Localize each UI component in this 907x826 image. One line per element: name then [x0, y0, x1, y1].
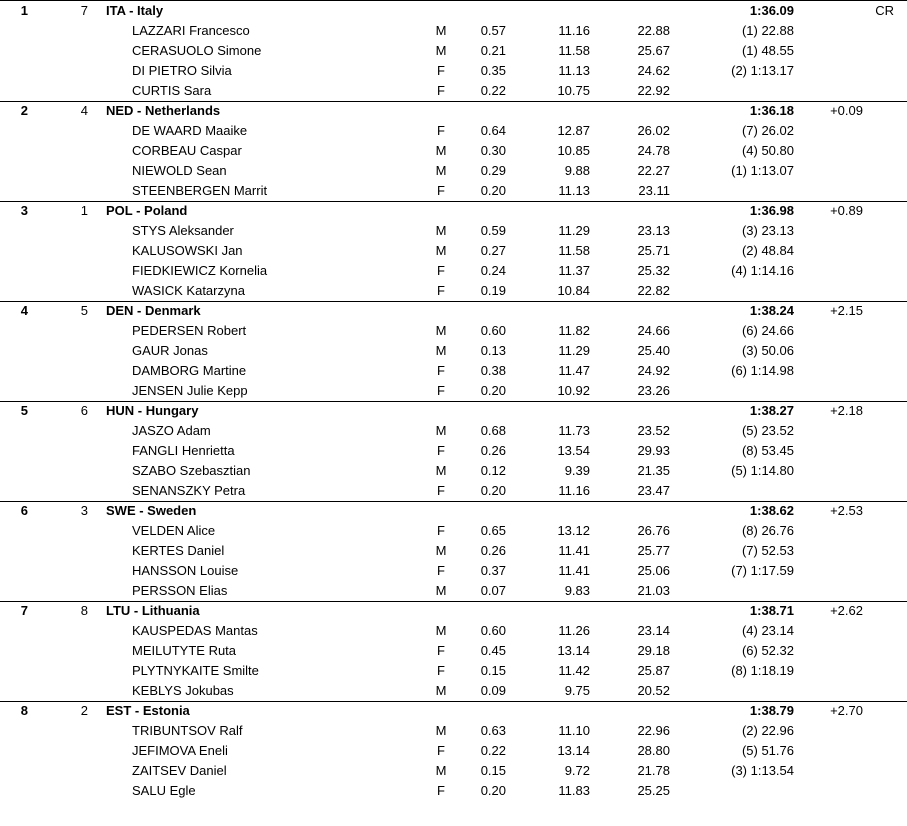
swimmer-row [0, 660, 907, 680]
cumulative-time: (1) 22.88 [741, 23, 794, 38]
swimmer-gender: M [435, 463, 447, 478]
swimmer-name: WASICK Katarzyna [132, 283, 245, 298]
swimmer-row [0, 640, 907, 660]
split-time: 9.39 [564, 463, 590, 478]
reaction-time: 0.22 [480, 83, 506, 98]
cumulative-time: (4) 1:14.16 [731, 263, 794, 278]
reaction-time: 0.63 [480, 723, 506, 738]
reaction-time: 0.07 [480, 583, 506, 598]
swimmer-gender: F [437, 123, 445, 138]
leg-time: 25.06 [637, 563, 670, 578]
swimmer-name: SZABO Szebasztian [132, 463, 251, 478]
split-time: 13.12 [557, 523, 590, 538]
record-marker: CR [875, 3, 894, 18]
split-time: 11.10 [558, 723, 590, 738]
cumulative-time: (5) 1:14.80 [731, 463, 794, 478]
rank: 1 [20, 3, 28, 18]
cumulative-time: (2) 48.84 [741, 243, 794, 258]
swimmer-row [0, 780, 907, 800]
leg-time: 29.18 [637, 643, 670, 658]
swimmer-row [0, 240, 907, 260]
lane: 3 [80, 503, 88, 518]
split-time: 9.72 [564, 763, 590, 778]
cumulative-time: (1) 1:13.07 [731, 163, 794, 178]
swimmer-gender: F [437, 523, 445, 538]
swimmer-row [0, 440, 907, 460]
team-row [0, 200, 907, 220]
cumulative-time: (3) 23.13 [741, 223, 794, 238]
reaction-time: 0.20 [480, 483, 506, 498]
reaction-time: 0.38 [480, 363, 506, 378]
team-name: LTU - Lithuania [106, 603, 200, 618]
swimmer-row [0, 60, 907, 80]
final-time: 1:38.62 [749, 503, 794, 518]
swimmer-name: KALUSOWSKI Jan [132, 243, 243, 258]
reaction-time: 0.20 [480, 183, 506, 198]
cumulative-time: (8) 26.76 [741, 523, 794, 538]
team-separator [0, 301, 907, 302]
reaction-time: 0.24 [480, 263, 506, 278]
split-time: 11.83 [558, 783, 590, 798]
team-row [0, 100, 907, 120]
lane: 8 [80, 603, 88, 618]
swimmer-gender: M [435, 243, 447, 258]
time-behind: +2.53 [830, 503, 863, 518]
leg-time: 22.88 [637, 23, 670, 38]
cumulative-time: (3) 1:13.54 [731, 763, 794, 778]
swimmer-name: CERASUOLO Simone [132, 43, 262, 58]
leg-time: 22.92 [637, 83, 670, 98]
swimmer-gender: F [437, 183, 445, 198]
swimmer-row [0, 320, 907, 340]
swimmer-row [0, 120, 907, 140]
reaction-time: 0.29 [480, 163, 506, 178]
split-time: 11.41 [558, 563, 590, 578]
leg-time: 22.27 [637, 163, 670, 178]
reaction-time: 0.64 [480, 123, 506, 138]
swimmer-name: DI PIETRO Silvia [132, 63, 232, 78]
swimmer-row [0, 180, 907, 200]
leg-time: 23.11 [638, 183, 670, 198]
rank: 4 [20, 303, 28, 318]
swimmer-row [0, 160, 907, 180]
team-row [0, 300, 907, 320]
rank: 7 [20, 603, 28, 618]
reaction-time: 0.20 [480, 383, 506, 398]
cumulative-time: (7) 1:17.59 [731, 563, 794, 578]
reaction-time: 0.68 [480, 423, 506, 438]
leg-time: 25.77 [637, 543, 670, 558]
team-separator [0, 601, 907, 602]
leg-time: 25.25 [637, 783, 670, 798]
swimmer-name: ZAITSEV Daniel [132, 763, 227, 778]
cumulative-time: (4) 50.80 [741, 143, 794, 158]
split-time: 11.58 [558, 43, 590, 58]
leg-time: 24.92 [637, 363, 670, 378]
swimmer-gender: F [437, 443, 445, 458]
swimmer-name: NIEWOLD Sean [132, 163, 227, 178]
leg-time: 26.02 [637, 123, 670, 138]
swimmer-gender: M [435, 323, 447, 338]
reaction-time: 0.35 [480, 63, 506, 78]
final-time: 1:38.27 [749, 403, 794, 418]
cumulative-time: (3) 50.06 [741, 343, 794, 358]
cumulative-time: (7) 26.02 [741, 123, 794, 138]
cumulative-time: (2) 1:13.17 [731, 63, 794, 78]
swimmer-gender: M [435, 583, 447, 598]
split-time: 11.47 [558, 363, 590, 378]
swimmer-row [0, 520, 907, 540]
time-behind: +2.15 [830, 303, 863, 318]
team-separator [0, 101, 907, 102]
cumulative-time: (2) 22.96 [741, 723, 794, 738]
swimmer-name: TRIBUNTSOV Ralf [132, 723, 243, 738]
rank: 5 [20, 403, 28, 418]
swimmer-row [0, 760, 907, 780]
swimmer-gender: M [435, 343, 447, 358]
lane: 7 [80, 3, 88, 18]
rank: 2 [20, 103, 28, 118]
team-row [0, 600, 907, 620]
cumulative-time: (6) 1:14.98 [731, 363, 794, 378]
swimmer-row [0, 20, 907, 40]
leg-time: 20.52 [637, 683, 670, 698]
swimmer-name: GAUR Jonas [132, 343, 208, 358]
lane: 1 [80, 203, 88, 218]
swimmer-row [0, 80, 907, 100]
team-separator [0, 201, 907, 202]
swimmer-name: STEENBERGEN Marrit [132, 183, 268, 198]
swimmer-gender: F [437, 563, 445, 578]
team-row [0, 500, 907, 520]
swimmer-gender: F [437, 483, 445, 498]
swimmer-gender: F [437, 383, 445, 398]
final-time: 1:36.18 [749, 103, 794, 118]
rank: 8 [20, 703, 28, 718]
cumulative-time: (6) 52.32 [741, 643, 794, 658]
leg-time: 22.96 [637, 723, 670, 738]
reaction-time: 0.13 [480, 343, 506, 358]
swimmer-name: MEILUTYTE Ruta [132, 643, 237, 658]
reaction-time: 0.26 [480, 443, 506, 458]
split-time: 10.92 [557, 383, 590, 398]
swimmer-name: PLYTNYKAITE Smilte [132, 663, 259, 678]
final-time: 1:38.24 [749, 303, 794, 318]
swimmer-row [0, 620, 907, 640]
swimmer-gender: F [437, 663, 445, 678]
cumulative-time: (8) 1:18.19 [731, 663, 794, 678]
swimmer-row [0, 220, 907, 240]
reaction-time: 0.20 [480, 783, 506, 798]
time-behind: +0.09 [830, 103, 863, 118]
reaction-time: 0.57 [480, 23, 506, 38]
split-time: 10.84 [557, 283, 590, 298]
swimmer-name: JENSEN Julie Kepp [132, 383, 248, 398]
reaction-time: 0.26 [480, 543, 506, 558]
leg-time: 24.78 [637, 143, 670, 158]
final-time: 1:38.71 [749, 603, 794, 618]
cumulative-time: (6) 24.66 [741, 323, 794, 338]
split-time: 11.13 [558, 63, 590, 78]
reaction-time: 0.12 [480, 463, 506, 478]
split-time: 11.13 [558, 183, 590, 198]
final-time: 1:36.98 [749, 203, 794, 218]
lane: 5 [80, 303, 88, 318]
swimmer-name: KAUSPEDAS Mantas [132, 623, 258, 638]
team-name: DEN - Denmark [106, 303, 201, 318]
swimmer-name: HANSSON Louise [132, 563, 239, 578]
cumulative-time: (7) 52.53 [741, 543, 794, 558]
swimmer-name: PERSSON Elias [132, 583, 228, 598]
swimmer-gender: M [435, 723, 447, 738]
split-time: 11.37 [558, 263, 590, 278]
swimmer-gender: F [437, 63, 445, 78]
leg-time: 25.40 [637, 343, 670, 358]
reaction-time: 0.15 [480, 763, 506, 778]
swimmer-row [0, 420, 907, 440]
swimmer-gender: M [435, 223, 447, 238]
reaction-time: 0.09 [480, 683, 506, 698]
swimmer-gender: F [437, 363, 445, 378]
reaction-time: 0.22 [480, 743, 506, 758]
split-time: 11.16 [558, 23, 590, 38]
leg-time: 24.66 [637, 323, 670, 338]
swimmer-name: PEDERSEN Robert [132, 323, 247, 338]
time-behind: +2.70 [830, 703, 863, 718]
split-time: 11.26 [558, 623, 590, 638]
reaction-time: 0.30 [480, 143, 506, 158]
team-row [0, 700, 907, 720]
team-row [0, 400, 907, 420]
split-time: 9.88 [564, 163, 590, 178]
leg-time: 25.87 [637, 663, 670, 678]
leg-time: 21.03 [637, 583, 670, 598]
reaction-time: 0.59 [480, 223, 506, 238]
split-time: 13.54 [557, 443, 590, 458]
final-time: 1:36.09 [749, 3, 794, 18]
team-separator [0, 401, 907, 402]
leg-time: 23.13 [637, 223, 670, 238]
leg-time: 21.35 [637, 463, 670, 478]
time-behind: +2.18 [830, 403, 863, 418]
swimmer-gender: M [435, 763, 447, 778]
swimmer-name: DAMBORG Martine [132, 363, 247, 378]
swimmer-name: FANGLI Henrietta [132, 443, 235, 458]
swimmer-row [0, 460, 907, 480]
cumulative-time: (5) 51.76 [741, 743, 794, 758]
team-name: NED - Netherlands [106, 103, 221, 118]
split-time: 10.75 [557, 83, 590, 98]
reaction-time: 0.60 [480, 623, 506, 638]
swimmer-gender: M [435, 623, 447, 638]
swimmer-name: KERTES Daniel [132, 543, 225, 558]
cumulative-time: (1) 48.55 [741, 43, 794, 58]
swimmer-gender: M [435, 163, 447, 178]
swimmer-name: VELDEN Alice [132, 523, 216, 538]
reaction-time: 0.27 [480, 243, 506, 258]
split-time: 11.73 [558, 423, 590, 438]
swimmer-gender: F [437, 783, 445, 798]
swimmer-row [0, 40, 907, 60]
time-behind: +0.89 [830, 203, 863, 218]
swimmer-name: JASZO Adam [132, 423, 211, 438]
swimmer-gender: F [437, 263, 445, 278]
team-row [0, 0, 907, 20]
reaction-time: 0.21 [480, 43, 506, 58]
swimmer-name: JEFIMOVA Eneli [132, 743, 228, 758]
swimmer-row [0, 540, 907, 560]
swimmer-gender: M [435, 23, 447, 38]
leg-time: 26.76 [637, 523, 670, 538]
cumulative-time: (4) 23.14 [741, 623, 794, 638]
swimmer-gender: F [437, 83, 445, 98]
swimmer-name: CURTIS Sara [132, 83, 212, 98]
swimmer-row [0, 580, 907, 600]
team-name: SWE - Sweden [106, 503, 197, 518]
reaction-time: 0.15 [480, 663, 506, 678]
swimmer-name: CORBEAU Caspar [132, 143, 242, 158]
split-time: 11.29 [558, 223, 590, 238]
split-time: 13.14 [557, 743, 590, 758]
split-time: 11.58 [558, 243, 590, 258]
swimmer-name: SENANSZKY Petra [132, 483, 246, 498]
swimmer-row [0, 260, 907, 280]
lane: 6 [80, 403, 88, 418]
reaction-time: 0.45 [480, 643, 506, 658]
swimmer-row [0, 480, 907, 500]
split-time: 9.75 [564, 683, 590, 698]
leg-time: 23.52 [637, 423, 670, 438]
rank: 3 [20, 203, 28, 218]
swimmer-row [0, 380, 907, 400]
swimmer-name: KEBLYS Jokubas [132, 683, 234, 698]
split-time: 9.83 [564, 583, 590, 598]
team-name: HUN - Hungary [106, 403, 199, 418]
team-separator [0, 501, 907, 502]
cumulative-time: (5) 23.52 [741, 423, 794, 438]
swimmer-gender: M [435, 543, 447, 558]
reaction-time: 0.19 [480, 283, 506, 298]
leg-time: 25.67 [637, 43, 670, 58]
lane: 2 [80, 703, 88, 718]
leg-time: 21.78 [637, 763, 670, 778]
leg-time: 25.71 [637, 243, 670, 258]
swimmer-row [0, 740, 907, 760]
swimmer-name: DE WAARD Maaike [132, 123, 248, 138]
reaction-time: 0.65 [480, 523, 506, 538]
leg-time: 22.82 [637, 283, 670, 298]
team-name: ITA - Italy [106, 3, 164, 18]
split-time: 11.41 [558, 543, 590, 558]
swimmer-gender: M [435, 683, 447, 698]
swimmer-gender: F [437, 643, 445, 658]
team-name: EST - Estonia [106, 703, 190, 718]
swimmer-gender: M [435, 423, 447, 438]
swimmer-gender: F [437, 283, 445, 298]
swimmer-gender: M [435, 143, 447, 158]
split-time: 11.16 [558, 483, 590, 498]
final-time: 1:38.79 [749, 703, 794, 718]
team-separator [0, 701, 907, 702]
leg-time: 29.93 [637, 443, 670, 458]
leg-time: 23.14 [637, 623, 670, 638]
swimmer-name: LAZZARI Francesco [132, 23, 250, 38]
leg-time: 23.26 [637, 383, 670, 398]
split-time: 11.42 [558, 663, 590, 678]
swimmer-row [0, 340, 907, 360]
swimmer-name: SALU Egle [132, 783, 196, 798]
swimmer-name: STYS Aleksander [132, 223, 234, 238]
swimmer-row [0, 360, 907, 380]
cumulative-time: (8) 53.45 [741, 443, 794, 458]
leg-time: 25.32 [637, 263, 670, 278]
swimmer-row [0, 720, 907, 740]
split-time: 10.85 [557, 143, 590, 158]
split-time: 11.82 [558, 323, 590, 338]
rank: 6 [20, 503, 28, 518]
leg-time: 24.62 [637, 63, 670, 78]
split-time: 11.29 [558, 343, 590, 358]
time-behind: +2.62 [830, 603, 863, 618]
reaction-time: 0.37 [480, 563, 506, 578]
swimmer-row [0, 560, 907, 580]
swimmer-row [0, 680, 907, 700]
swimmer-row [0, 280, 907, 300]
leg-time: 28.80 [637, 743, 670, 758]
reaction-time: 0.60 [480, 323, 506, 338]
leg-time: 23.47 [637, 483, 670, 498]
swimmer-row [0, 140, 907, 160]
swimmer-name: FIEDKIEWICZ Kornelia [132, 263, 268, 278]
team-name: POL - Poland [106, 203, 188, 218]
split-time: 13.14 [557, 643, 590, 658]
lane: 4 [80, 103, 88, 118]
swimmer-gender: F [437, 743, 445, 758]
swimmer-gender: M [435, 43, 447, 58]
split-time: 12.87 [557, 123, 590, 138]
